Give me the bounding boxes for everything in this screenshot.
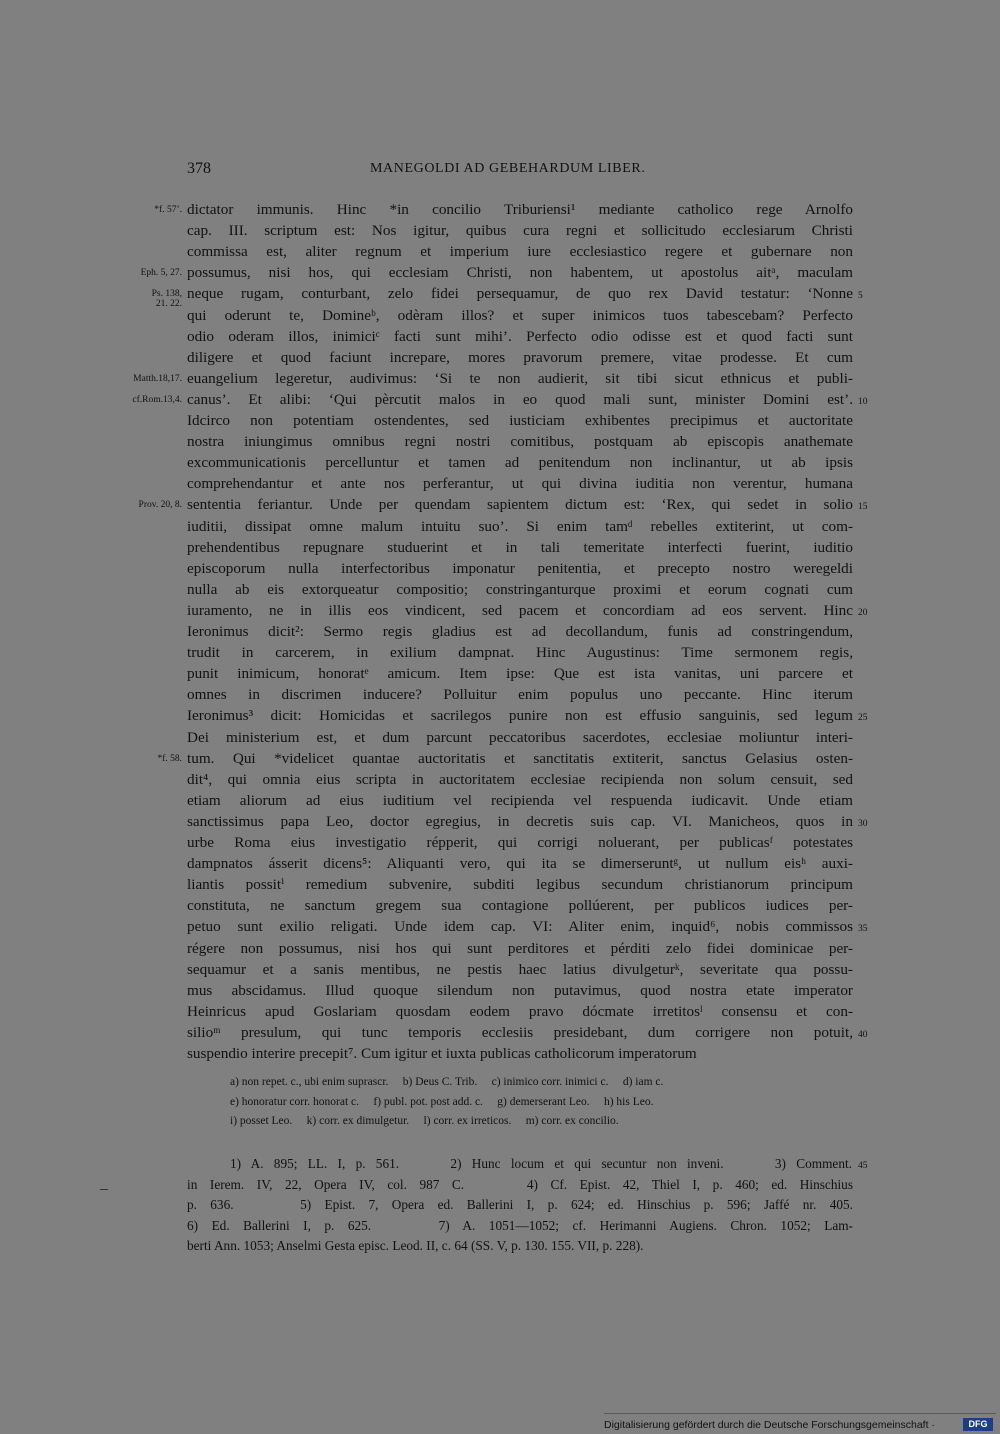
apparatus-line: a) non repet. c., ubi enim suprascr. b) Deus C. Trib. c) inimico corr. inimici c. d) iam c. [230, 1076, 664, 1088]
text-line: régere non possumus, nisi hos qui sunt perditores et pérditi zelo fidei dominicae per- [187, 939, 853, 957]
text-line: qui oderunt te, Domineᵇ, odèram illos? et super inimicos tuos tabescebam? Perfecto [187, 306, 853, 324]
text-line: constituta, ne sanctum gregem sua contagione pollúerent, per publicos iudices per- [187, 897, 853, 915]
footnote-line: p. 636. 5) Epist. 7, Opera ed. Ballerini I, p. 624; ed. Hinschius p. 596; Jaffé nr. 405. [187, 1197, 853, 1213]
text-line: excommunicationis percelluntur et tamen ad penitendum non inclinantur, ut ab ipsis [187, 454, 853, 472]
line-number: 5 [858, 291, 863, 302]
text-line: neque rugam, conturbant, zelo fidei persequamur, de quo rex David testatur: ‘Nonne [187, 285, 853, 303]
margin-reference: Matth.18,17. [133, 373, 182, 384]
line-number: 45 [858, 1161, 868, 1171]
margin-reference: Eph. 5, 27. [140, 268, 182, 279]
text-line: odio oderam illos, inimiciᶜ facti sunt mihi’. Perfecto odio odisse est et quod facti sunt [187, 327, 853, 345]
text-line: commissa est, aliter regnum et imperium iure ecclesiastico regere et gubernare non [187, 243, 853, 261]
text-line: Dei ministerium est, et dum parcunt peccatoribus sacerdotes, ecclesiae moliuntur interi- [187, 728, 853, 746]
running-title: MANEGOLDI AD GEBEHARDUM LIBER. [370, 161, 646, 176]
footnote-line: berti Ann. 1053; Anselmi Gesta episc. Leod. II, c. 64 (SS. V, p. 130. 155. VII, p. 228). [187, 1238, 644, 1254]
text-line: episcoporum nulla interfectoribus imponatur penitentia, et precepto nostro weregeldi [187, 559, 853, 577]
margin-reference: *f. 58. [157, 753, 182, 764]
footnote-line: 6) Ed. Ballerini I, p. 625. 7) A. 1051—1052; cf. Herimanni Augiens. Chron. 1052; Lam- [187, 1217, 853, 1233]
text-line: nostra iniungimus omnibus regni nostri comitibus, postquam ab episcopis anathemate [187, 433, 853, 451]
text-line: iuditii, dissipat omne malum intuitu suo’. Si enim tamᵈ rebelles extiterint, ut com- [187, 517, 853, 535]
text-line: prehendentibus repugnare studuerint et in tali temeritate interfecti fuerint, iuditio [187, 538, 853, 556]
page-number: 378 [187, 160, 211, 177]
funding-credit: Digitalisierung gefördert durch die Deutsche Forschungsgemeinschaft · [604, 1419, 935, 1431]
text-line: liantis possitⁱ remedium subvenire, subditi legibus secundum christianorum principum [187, 876, 853, 894]
text-line: Idcirco non potentiam ostendentes, sed iusticiam exhibentes precipimus et auctoritate [187, 412, 853, 429]
line-number: 30 [858, 818, 868, 829]
footer-rule [604, 1413, 996, 1414]
text-line: sanctissimus papa Leo, doctor egregius, in decretis suis cap. VI. Manicheos, quos in [187, 812, 853, 830]
text-line: tum. Qui *videlicet quantae auctoritatis et sanctitatis extiterit, sanctus Gelasius osten- [187, 749, 853, 767]
text-line: possumus, nisi hos, qui ecclesiam Christi, non habentem, ut apostolus aitᵃ, maculam [187, 264, 853, 282]
text-line: etiam aliorum ad eius iuditium vel recipienda vel respuenda iudicavit. Unde etiam [187, 791, 853, 809]
line-number: 20 [858, 607, 868, 618]
text-line: Ieronimus³ dicit: Homicidas et sacrilegos punire non est effusio sanguinis, sed legum [187, 707, 853, 725]
text-line: silioᵐ presulum, qui tunc temporis ecclesiis presidebant, dum corrigere non potuit, [187, 1023, 853, 1041]
line-number: 35 [858, 924, 868, 935]
dfg-logo: DFG [963, 1418, 993, 1431]
text-line: iuramento, ne in illis eos vindicent, sed pacem et concordiam ad eos servent. Hinc [187, 601, 853, 619]
text-line: dit⁴, qui omnia eius scripta in auctoritatem ecclesiae recipienda non solum censuit, sed [187, 770, 853, 788]
apparatus-line: e) honoratur corr. honorat c. f) publ. pot. post add. c. g) demerserant Leo. h) his Leo. [230, 1095, 654, 1108]
line-number: 25 [858, 713, 868, 724]
text-line: urbe Roma eius investigatio répperit, qui corrigi noluerant, per publicasᶠ potestates [187, 834, 853, 851]
line-number: 40 [858, 1029, 868, 1040]
margin-reference: Prov. 20, 8. [138, 500, 182, 511]
text-line: petuo sunt exilio religati. Unde idem cap. VI: Aliter enim, inquid⁶, nobis commissos [187, 918, 853, 936]
apparatus-line: i) posset Leo. k) corr. ex dimulgetur. l) corr. ex irreticos. m) corr. ex concilio. [230, 1115, 619, 1127]
text-line: sententia feriantur. Unde per quendam sapientem dictum est: ‘Rex, qui sedet in solio [187, 496, 853, 514]
text-line: diligere et quod faciunt increpare, mores pravorum premere, vitae prodesse. Et cum [187, 348, 853, 366]
text-line: Heinricus apud Goslariam quosdam eodem pravo dócmate irretitosˡ consensu et con- [187, 1002, 853, 1020]
margin-reference: cf.Rom.13,4. [132, 394, 182, 405]
text-line: suspendio interire precepit⁷. Cum igitur et iuxta publicas catholicorum imperatorum [187, 1045, 697, 1062]
text-line: cap. III. scriptum est: Nos igitur, quibus cura regni et sollicitudo ecclesiarum Christi [187, 222, 853, 240]
margin-reference: Ps. 138, 21. 22. [151, 289, 182, 310]
text-line: mus abscidamus. Illud quoque silendum non putavimus, quod nostra etate imperator [187, 981, 853, 999]
footnote-line: 1) A. 895; LL. I, p. 561. 2) Hunc locum et qui secuntur non inveni. 3) Comment. [230, 1156, 852, 1171]
text-line: punit inimicum, honoratᵉ amicum. Item ipse: Que est ista vanitas, uni parcere et [187, 665, 853, 683]
text-line: nulla ab eis extorqueatur compositio; constringanturque proximi et eorum cognati cum [187, 580, 853, 598]
text-line: omnes in discrimen inducere? Polluitur enim populus uno peccante. Hinc iterum [187, 686, 853, 704]
footnote-line: in Ierem. IV, 22, Opera IV, col. 987 C. 4) Cf. Epist. 42, Thiel I, p. 460; ed. Hinschius [187, 1176, 853, 1192]
text-line: comprehendantur et ante nos perferantur, ut qui divina iuditia non verentur, humana [187, 475, 853, 493]
text-line: euangelium legeretur, audivimus: ‘Si te non audierit, sit tibi sicut ethnicus et publi- [187, 369, 853, 387]
line-number: 15 [858, 502, 868, 513]
text-line: canus’. Et alibi: ‘Qui pèrcutit malos in eo quod mali sunt, minister Domini est’. [187, 390, 853, 408]
text-line: dampnatos ásserit dicens⁵: Aliquanti vero, qui ita se dimerseruntᵍ, ut nullum eisʰ auxi- [187, 855, 853, 873]
text-line: Ieronimus dicit²: Sermo regis gladius est ad decollandum, funis ad constringendum, [187, 623, 853, 640]
text-line: trudit in carcerem, in exilium dampnat. Hinc Augustinus: Time sermonem regis, [187, 644, 853, 662]
margin-reference: *f. 57’. [154, 205, 182, 215]
stray-mark [100, 1189, 108, 1190]
line-number: 10 [858, 396, 868, 407]
text-line: dictator immunis. Hinc *in concilio Triburiensi¹ mediante catholico rege Arnolfo [187, 201, 853, 218]
text-line: sequamur et a sanis mentibus, ne pestis haec latius divulgeturᵏ, severitate qua possu- [187, 960, 853, 978]
page-header [0, 160, 1000, 184]
